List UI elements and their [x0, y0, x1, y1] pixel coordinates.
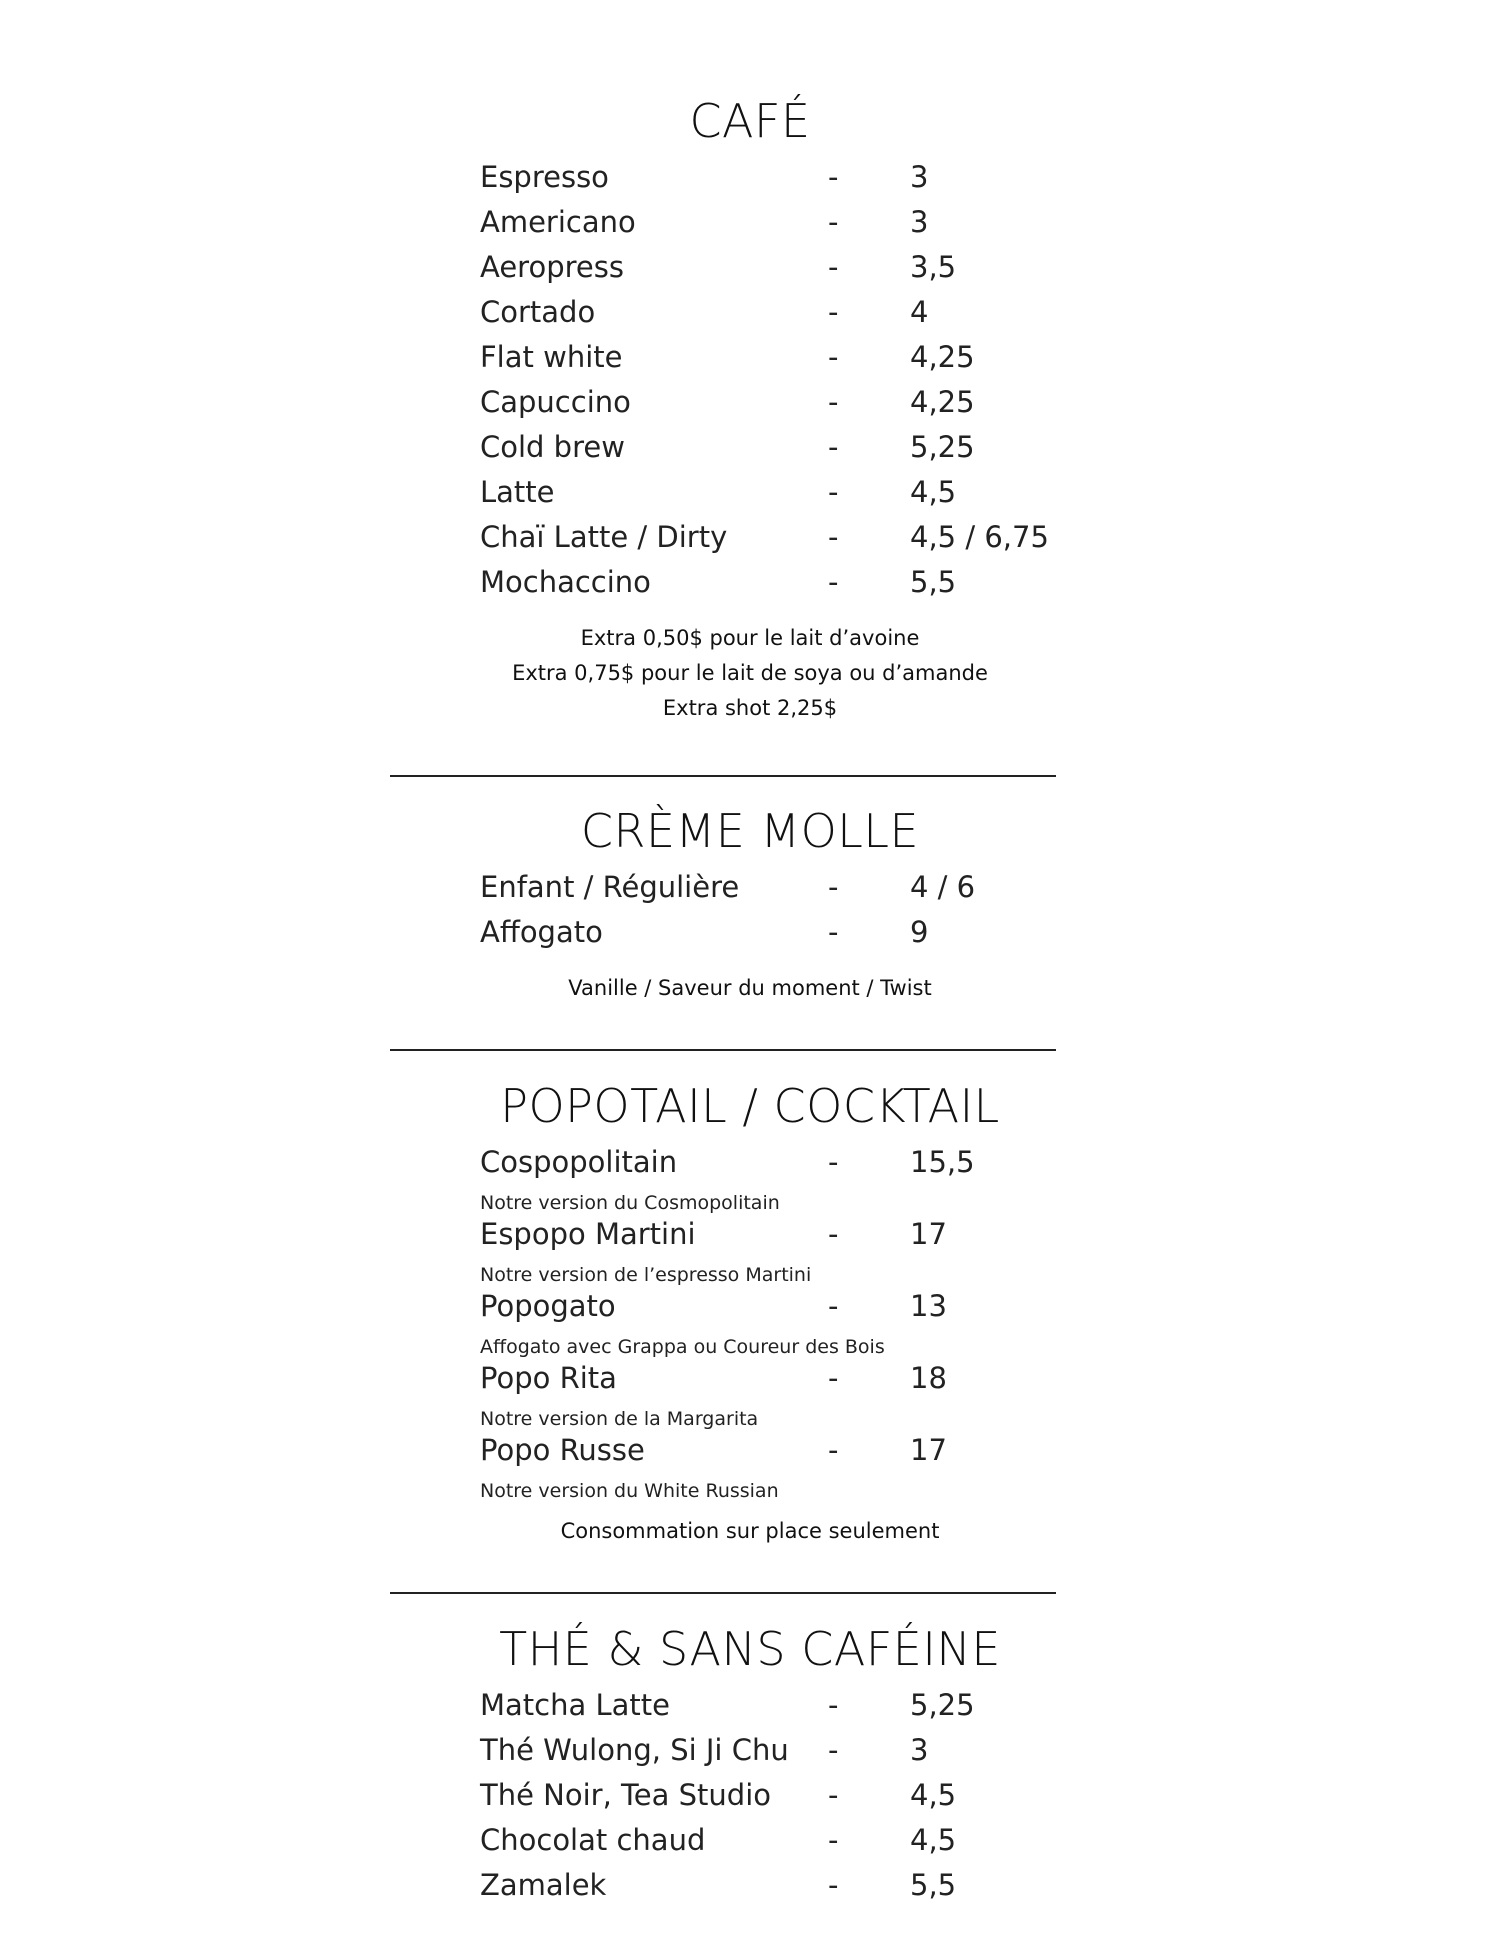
item-dash: - [828, 385, 839, 419]
cafe-note-extra-shot: Extra shot 2,25$ [662, 696, 838, 720]
item-dash: - [828, 340, 839, 374]
menu-item [480, 1778, 1100, 1818]
item-name: Thé Wulong, Si Ji Chu [480, 1733, 789, 1767]
menu-item [480, 1361, 1100, 1401]
item-dash: - [828, 1433, 839, 1467]
menu-item [480, 520, 1100, 560]
item-name: Thé Noir, Tea Studio [480, 1778, 771, 1812]
menu-item [480, 1733, 1100, 1773]
menu-item [480, 1688, 1100, 1728]
menu-item [480, 250, 1100, 290]
item-price: 9 [910, 915, 929, 949]
item-price: 4 / 6 [910, 870, 976, 904]
item-name: Cortado [480, 295, 596, 329]
item-name: Americano [480, 205, 636, 239]
item-name: Capuccino [480, 385, 631, 419]
item-price: 5,25 [910, 1688, 975, 1722]
item-description: Notre version de l’espresso Martini [480, 1264, 812, 1286]
item-dash: - [828, 1778, 839, 1812]
item-price: 4 [910, 295, 929, 329]
item-name: Espresso [480, 160, 609, 194]
item-name: Matcha Latte [480, 1688, 670, 1722]
item-price: 3 [910, 1733, 929, 1767]
menu-item [480, 1433, 1100, 1473]
item-price: 4,25 [910, 385, 975, 419]
item-price: 4,5 [910, 1778, 957, 1812]
menu-item [480, 1868, 1100, 1908]
item-description: Notre version du Cosmopolitain [480, 1192, 780, 1214]
item-dash: - [828, 520, 839, 554]
item-name: Aeropress [480, 250, 624, 284]
item-name: Cold brew [480, 430, 625, 464]
item-dash: - [828, 1145, 839, 1179]
item-dash: - [828, 1868, 839, 1902]
menu-item [480, 475, 1100, 515]
item-name: Flat white [480, 340, 623, 374]
menu-item [480, 1823, 1100, 1863]
item-price: 17 [910, 1433, 947, 1467]
item-name: Mochaccino [480, 565, 651, 599]
item-dash: - [828, 430, 839, 464]
item-name: Popo Rita [480, 1361, 617, 1395]
item-dash: - [828, 1688, 839, 1722]
item-dash: - [828, 1361, 839, 1395]
item-price: 3,5 [910, 250, 957, 284]
item-price: 5,5 [910, 1868, 957, 1902]
menu-item [480, 565, 1100, 605]
item-price: 4,5 [910, 1823, 957, 1857]
cafe-note-oat-milk: Extra 0,50$ pour le lait d’avoine [580, 626, 920, 650]
section-divider [390, 1049, 1056, 1051]
item-dash: - [828, 1733, 839, 1767]
section-divider [390, 1592, 1056, 1594]
item-dash: - [828, 160, 839, 194]
item-dash: - [828, 870, 839, 904]
item-description: Affogato avec Grappa ou Coureur des Bois [480, 1336, 885, 1358]
item-price: 5,5 [910, 565, 957, 599]
creme-molle-flavors-note: Vanille / Saveur du moment / Twist [568, 976, 932, 1000]
item-price: 13 [910, 1289, 947, 1323]
item-name: Popogato [480, 1289, 616, 1323]
item-name: Chocolat chaud [480, 1823, 706, 1857]
cocktail-onsite-note: Consommation sur place seulement [560, 1519, 940, 1543]
item-name: Latte [480, 475, 555, 509]
menu-item [480, 1145, 1100, 1185]
item-price: 15,5 [910, 1145, 975, 1179]
menu-item [480, 340, 1100, 380]
item-dash: - [828, 1217, 839, 1251]
item-price: 5,25 [910, 430, 975, 464]
item-dash: - [828, 915, 839, 949]
item-name: Chaï Latte / Dirty [480, 520, 728, 554]
item-name: Espopo Martini [480, 1217, 696, 1251]
item-dash: - [828, 565, 839, 599]
item-name: Popo Russe [480, 1433, 645, 1467]
menu-item [480, 1289, 1100, 1329]
item-dash: - [828, 475, 839, 509]
item-description: Notre version de la Margarita [480, 1408, 759, 1430]
item-name: Cospopolitain [480, 1145, 678, 1179]
item-price: 17 [910, 1217, 947, 1251]
section-title-creme-molle: CRÈME MOLLE [580, 804, 920, 858]
item-dash: - [828, 250, 839, 284]
item-name: Enfant / Régulière [480, 870, 740, 904]
menu-item [480, 870, 1100, 910]
section-divider [390, 775, 1056, 777]
item-price: 3 [910, 205, 929, 239]
item-dash: - [828, 1289, 839, 1323]
item-price: 4,25 [910, 340, 975, 374]
item-price: 3 [910, 160, 929, 194]
section-title-cocktail: POPOTAIL / COCKTAIL [500, 1079, 1000, 1133]
section-title-cafe: CAFÉ [689, 94, 811, 148]
menu-item [480, 385, 1100, 425]
item-dash: - [828, 205, 839, 239]
item-name: Zamalek [480, 1868, 607, 1902]
menu-item [480, 295, 1100, 335]
item-dash: - [828, 1823, 839, 1857]
menu-item [480, 1217, 1100, 1257]
item-dash: - [828, 295, 839, 329]
menu-item [480, 205, 1100, 245]
item-description: Notre version du White Russian [480, 1480, 779, 1502]
item-price: 4,5 [910, 475, 957, 509]
section-title-the: THÉ & SANS CAFÉINE [499, 1622, 1001, 1676]
menu-item [480, 430, 1100, 470]
cafe-note-soy-almond-milk: Extra 0,75$ pour le lait de soya ou d’amande [512, 661, 988, 685]
menu-item [480, 160, 1100, 200]
item-price: 18 [910, 1361, 947, 1395]
item-name: Affogato [480, 915, 603, 949]
item-price: 4,5 / 6,75 [910, 520, 1049, 554]
menu-item [480, 915, 1100, 955]
